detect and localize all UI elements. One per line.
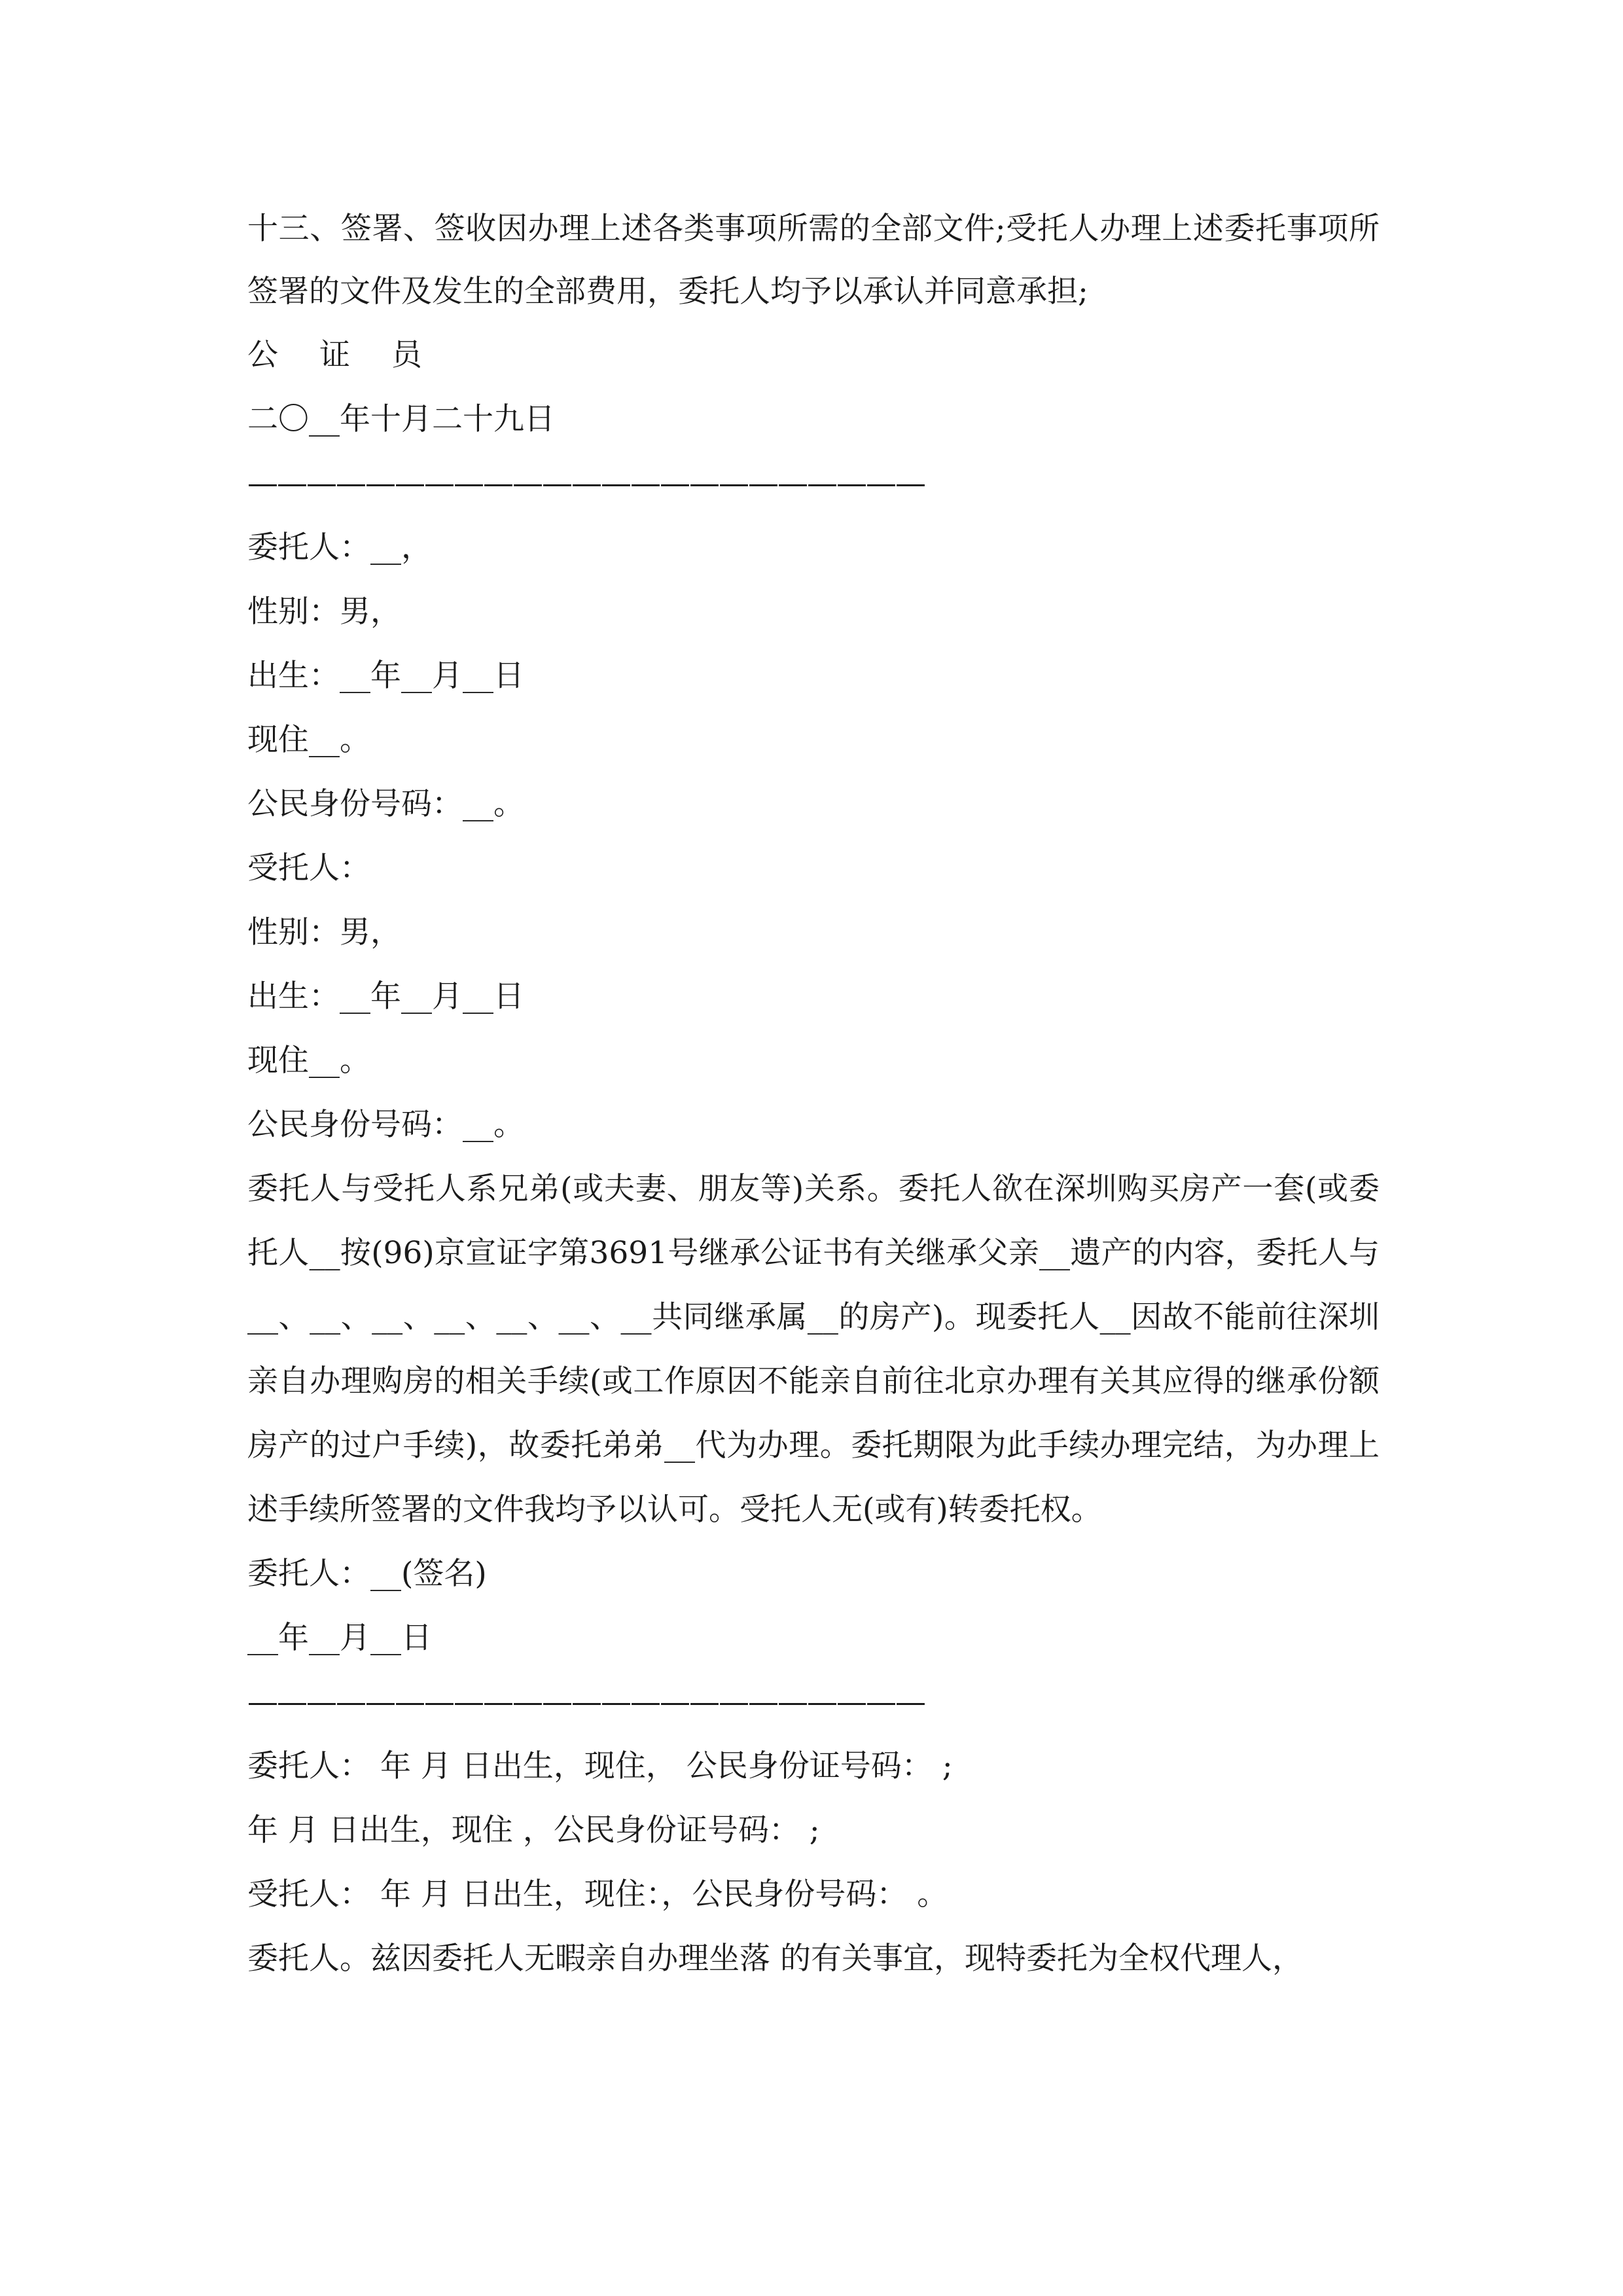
principal-birth: 出生：__年__月__日 — [247, 658, 524, 694]
template3-line-3: 受托人： 年 月 日出生，现住：，公民身份号码： 。 — [247, 1876, 948, 1912]
principal-address: 现住__。 — [247, 722, 370, 758]
divider-line: ——————————————————————— — [247, 1684, 925, 1720]
principal-name: 委托人：__， — [247, 529, 432, 565]
principal-signature: 委托人：__(签名) — [247, 1556, 487, 1592]
template3-line-2: 年 月 日出生，现住 ，公民身份证号码： ; — [247, 1812, 820, 1848]
principal-gender: 性别：男， — [247, 594, 401, 630]
notary-label: 公 证 员 — [247, 337, 438, 373]
agent-gender: 性别：男， — [247, 914, 401, 950]
template3-line-1: 委托人： 年 月 日出生，现住， 公民身份证号码： ; — [247, 1748, 953, 1784]
section-13-paragraph: 十三、签署、签收因办理上述各类事项所需的全部文件;受托人办理上述委托事项所签署的文件及发生的全部费用，委托人均予以承认并同意承担; — [247, 211, 1380, 310]
principal-id: 公民身份号码：__。 — [247, 786, 524, 822]
agent-address: 现住__。 — [247, 1043, 370, 1079]
divider-line: ——————————————————————— — [247, 465, 925, 501]
agent-id: 公民身份号码：__。 — [247, 1107, 524, 1143]
authorization-paragraph: 委托人与受托人系兄弟(或夫妻、朋友等)关系。委托人欲在深圳购买房产一套(或委托人__按(96)京宣证字第3691号继承公证书有关继承父亲__遗产的内容，委托人与__、__、__、__、__、__、__共同继承属__的房产)。现委托人__因故不能前往深圳亲自办理购房的相关手续(或工作原因不能亲自前往北京办理有关其应得的继承份额房产的过户手续)，故委托弟弟__代为办理。委托期限为此手续办理完结，为办理上述手续所签署的文件我均予以认可。受托人无(或有)转委托权。 — [247, 1171, 1380, 1528]
notary-date: 二〇__年十月二十九日 — [247, 401, 555, 437]
signature-date: __年__月__日 — [247, 1620, 432, 1656]
agent-name: 受托人： — [247, 850, 370, 886]
template3-line-4: 委托人。兹因委托人无暇亲自办理坐落 的有关事宜，现特委托为全权代理人， — [247, 1941, 1303, 1977]
document-page — [247, 198, 1380, 1991]
agent-birth: 出生：__年__月__日 — [247, 978, 524, 1014]
